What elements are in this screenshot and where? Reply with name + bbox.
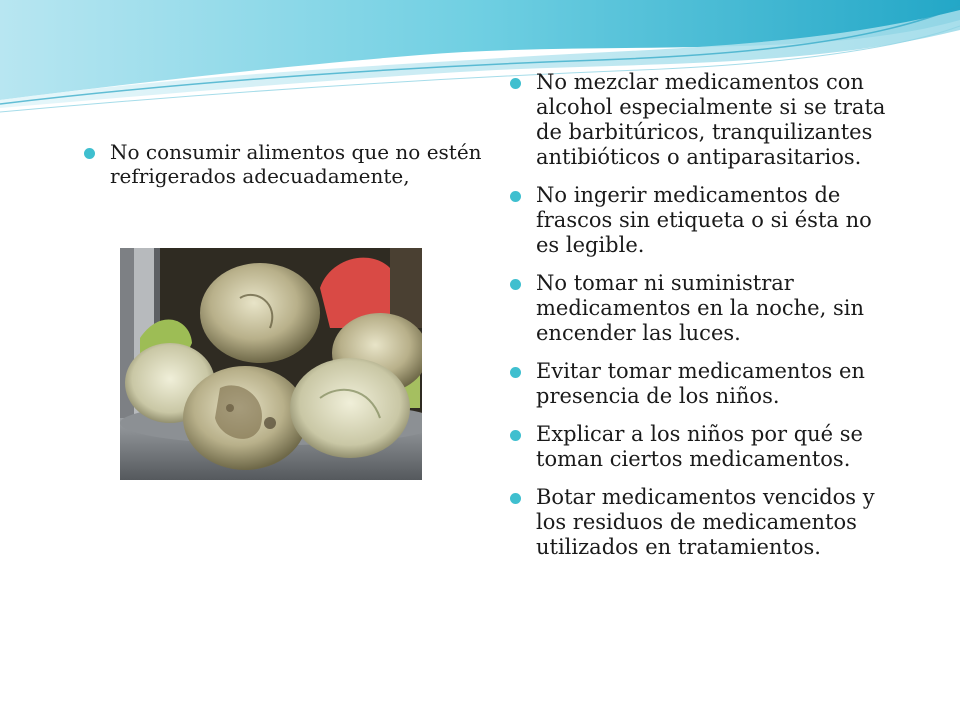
bullet-text: No tomar ni suministrar medicamentos en la noche, sin encender las luces. [536,271,864,345]
left-bullet-list [110,140,490,188]
bullet-item [536,359,896,409]
bullet-text: Explicar a los niños por qué se toman ciertos medicamentos. [536,422,863,471]
bullet-dot-icon [510,191,521,202]
bullet-item [536,485,896,560]
bullet-text: Botar medicamentos vencidos y los residuos de medicamentos utilizados en tratamientos. [536,485,875,559]
bullet-dot-icon [510,493,521,504]
right-bullet-list [536,70,896,573]
bullet-text: No mezclar medicamentos con alcohol especialmente si se trata de barbitúricos, tranquilizantes antibióticos o antiparasitarios. [536,70,886,169]
bullet-dot-icon [510,78,521,89]
bullet-text: Evitar tomar medicamentos en presencia de los niños. [536,359,865,408]
spoiled-cabbage-photo [120,248,422,480]
bullet-text: No ingerir medicamentos de frascos sin etiqueta o si ésta no es legible. [536,183,872,257]
bullet-dot-icon [84,148,95,159]
bullet-item [536,422,896,472]
bullet-item [110,140,490,188]
bullet-item [536,183,896,258]
bullet-dot-icon [510,430,521,441]
bullet-item [536,70,896,170]
bullet-dot-icon [510,279,521,290]
bullet-dot-icon [510,367,521,378]
bullet-text: No consumir alimentos que no estén refrigerados adecuadamente, [110,140,482,188]
bullet-item [536,271,896,346]
